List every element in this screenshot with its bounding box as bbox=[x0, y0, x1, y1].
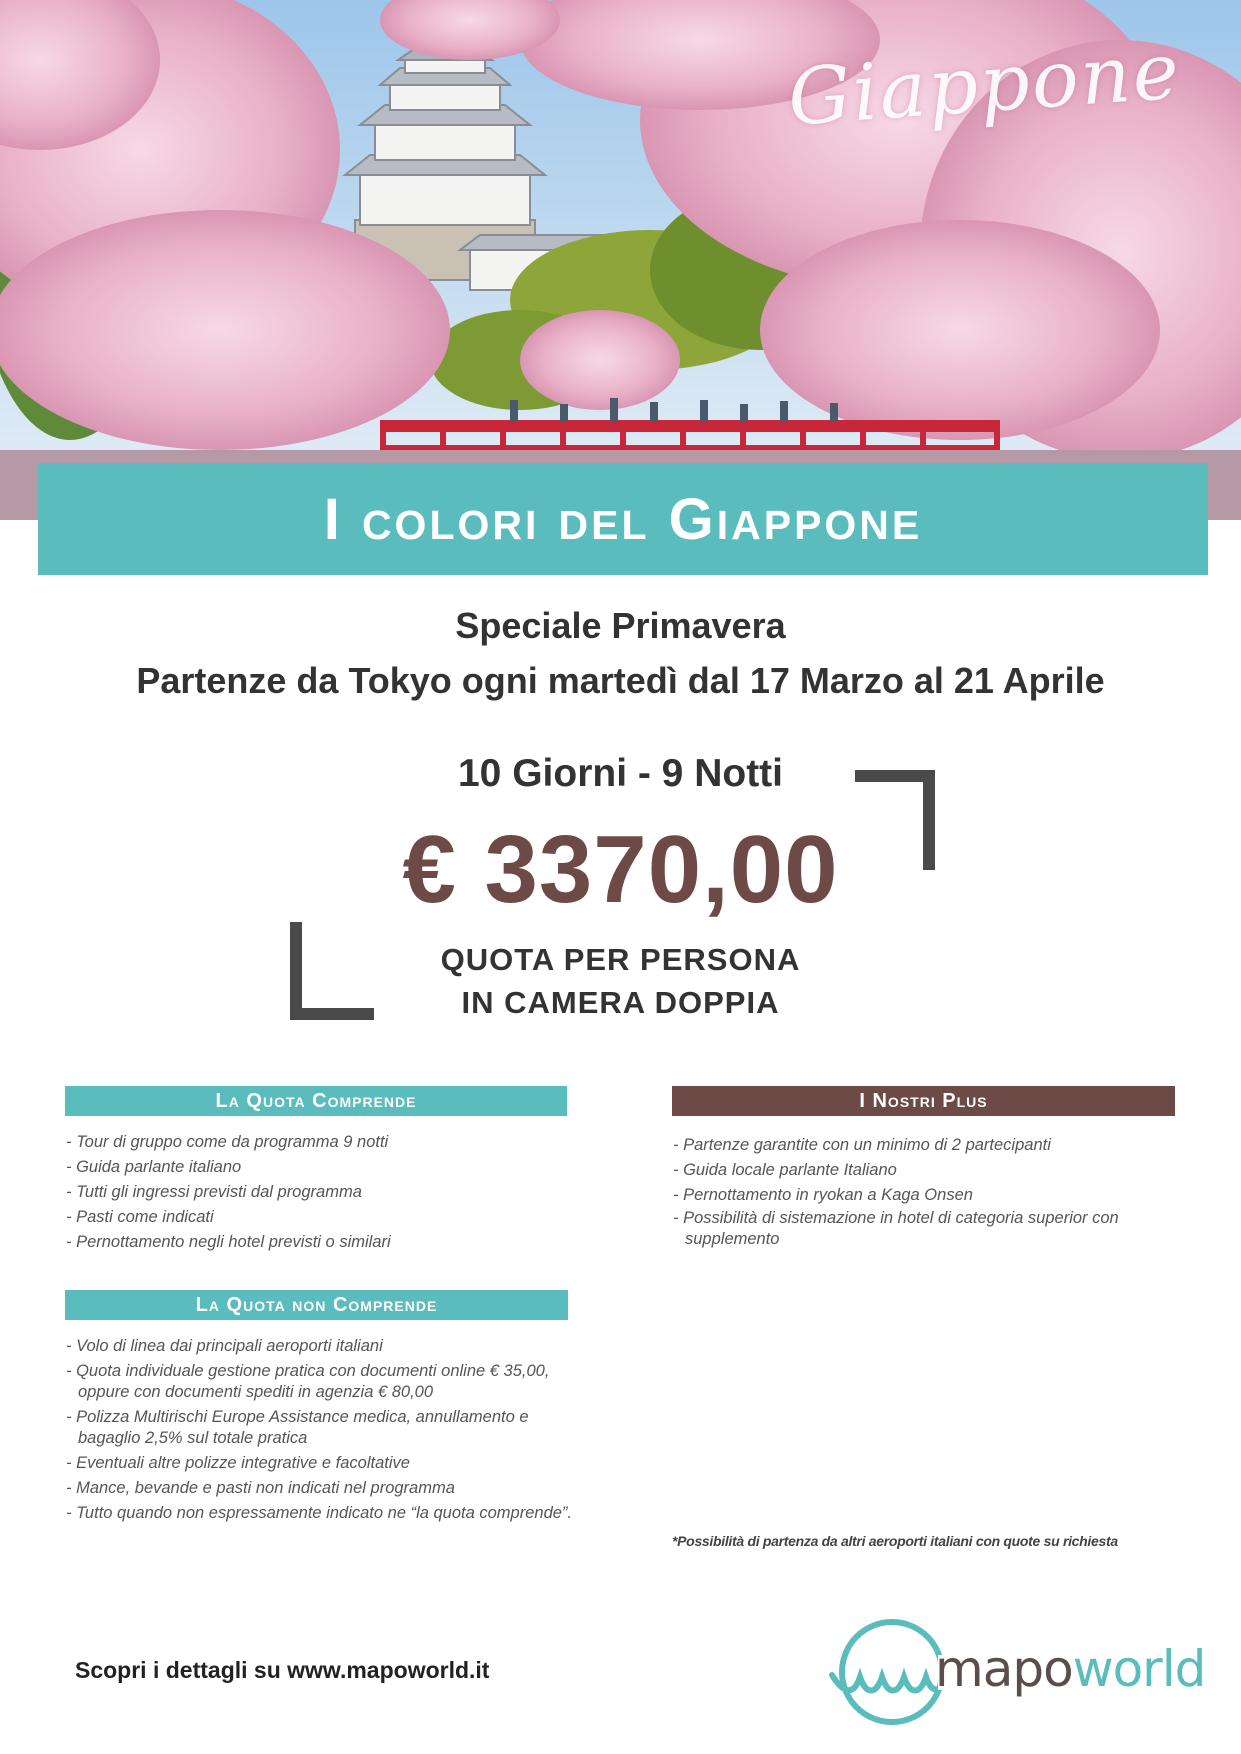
page-title: I colori del Giappone bbox=[323, 486, 923, 552]
list-item: - Pernottamento in ryokan a Kaga Onsen bbox=[673, 1186, 973, 1204]
title-banner bbox=[38, 463, 1208, 575]
price: € 3370,00 bbox=[402, 816, 839, 923]
list-item: - Possibilità di sistemazione in hotel di categoria superior con supplemento bbox=[673, 1209, 1119, 1248]
price-note-line2: IN CAMERA DOPPIA bbox=[461, 985, 780, 1020]
price-note-line1: QUOTA PER PERSONA bbox=[440, 942, 801, 977]
logo-wordmark bbox=[935, 1640, 1205, 1698]
list-item: - Mance, bevande e pasti non indicati nel programma bbox=[66, 1479, 455, 1497]
subtitle-season: Speciale Primavera bbox=[455, 605, 786, 646]
list-item: - Polizza Multirischi Europe Assistance medica, annullamento e bagaglio 2,5% sul totale pratica bbox=[66, 1408, 529, 1447]
logo-wordmark-world: world bbox=[1072, 1640, 1206, 1698]
logo-wordmark-mapo: mapo bbox=[935, 1640, 1073, 1698]
subtitle-departures: Partenze da Tokyo ogni martedì dal 17 Marzo al 21 Aprile bbox=[136, 660, 1105, 701]
section-heading-non-comprende: La Quota non Comprende bbox=[65, 1290, 568, 1320]
footer-website-text: Scopri i dettagli su www.mapoworld.it bbox=[75, 1657, 490, 1683]
list-item: - Tutto quando non espressamente indicato ne “la quota comprende”. bbox=[66, 1504, 573, 1522]
list-item: - Guida locale parlante Italiano bbox=[673, 1161, 897, 1179]
hero-script-title: Giappone bbox=[785, 26, 1184, 144]
list-item: - Eventuali altre polizze integrative e facoltative bbox=[66, 1454, 410, 1472]
list-item: - Guida parlante italiano bbox=[66, 1158, 242, 1176]
section-heading-plus: I Nostri Plus bbox=[672, 1086, 1175, 1116]
list-non-comprende bbox=[65, 1336, 580, 1528]
departure-note: *Possibilità di partenza da altri aeroporti italiani con quote su richiesta bbox=[672, 1533, 1118, 1549]
price-note bbox=[0, 938, 1241, 1024]
list-item: - Volo di linea dai principali aeroporti italiani bbox=[66, 1337, 383, 1355]
section-heading-comprende: La Quota Comprende bbox=[65, 1086, 567, 1116]
list-item: - Tour di gruppo come da programma 9 notti bbox=[66, 1133, 389, 1151]
list-comprende bbox=[65, 1130, 575, 1255]
list-plus bbox=[672, 1133, 1182, 1254]
list-item: - Tutti gli ingressi previsti dal programma bbox=[66, 1183, 362, 1201]
list-item: - Quota individuale gestione pratica con documenti online € 35,00, oppure con documenti spediti in agenzia € 80,00 bbox=[66, 1362, 550, 1401]
trip-duration: 10 Giorni - 9 Notti bbox=[457, 752, 784, 795]
list-item: - Partenze garantite con un minimo di 2 partecipanti bbox=[673, 1136, 1051, 1154]
list-item: - Pernottamento negli hotel previsti o similari bbox=[66, 1233, 391, 1251]
hero-image bbox=[0, 0, 1241, 520]
list-item: - Pasti come indicati bbox=[66, 1208, 214, 1226]
